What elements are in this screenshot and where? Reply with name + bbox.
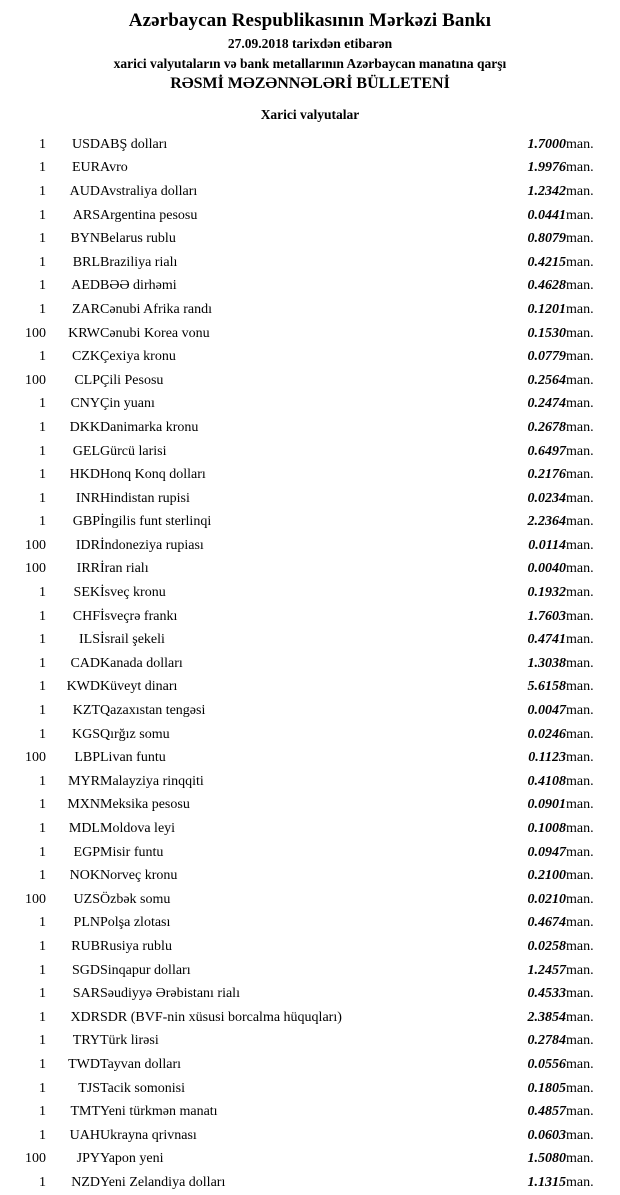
currency-quantity: 1 <box>39 797 46 813</box>
table-row <box>0 534 620 558</box>
currency-unit: man. <box>566 278 594 294</box>
currency-code: IRR <box>76 561 100 577</box>
currency-name: Danimarka kronu <box>100 419 199 435</box>
currency-code: PLN <box>73 915 100 931</box>
currency-quantity: 1 <box>39 349 46 365</box>
currency-name: Cənubi Korea vonu <box>100 325 210 341</box>
currency-quantity: 1 <box>39 915 46 931</box>
currency-name: Yapon yeni <box>100 1151 164 1167</box>
currency-code: KZT <box>72 703 100 719</box>
document-header <box>0 10 620 93</box>
table-row <box>0 770 620 794</box>
table-row <box>0 1148 620 1172</box>
table-row <box>0 652 620 676</box>
table-row <box>0 676 620 700</box>
currency-unit: man. <box>566 962 594 978</box>
currency-quantity: 1 <box>39 821 46 837</box>
currency-quantity: 1 <box>39 1056 46 1072</box>
currency-name: Sinqapur dolları <box>100 962 191 978</box>
currency-quantity: 100 <box>25 1151 46 1167</box>
currency-quantity: 1 <box>39 443 46 459</box>
table-row <box>0 463 620 487</box>
currency-rate: 0.4533 <box>527 986 566 1002</box>
currency-rate: 2.2364 <box>527 514 566 530</box>
currency-unit: man. <box>566 514 594 530</box>
currency-rate: 0.4857 <box>527 1104 566 1120</box>
currency-name: İran rialı <box>100 561 149 577</box>
currency-name: Yeni Zelandiya dolları <box>100 1174 226 1190</box>
currency-quantity: 1 <box>39 703 46 719</box>
currency-quantity: 1 <box>39 632 46 648</box>
currency-code: DKK <box>69 419 100 435</box>
currency-name: Norveç kronu <box>100 868 178 884</box>
currency-code: MXN <box>67 797 100 813</box>
currency-name: Qazaxıstan tengəsi <box>100 703 206 719</box>
currency-quantity: 100 <box>25 750 46 766</box>
bank-title: Azərbaycan Respublikasının Mərkəzi Bankı <box>128 10 492 31</box>
currency-name: ABŞ dolları <box>100 136 168 152</box>
currency-rates-body <box>0 133 620 1195</box>
currency-unit: man. <box>566 1080 594 1096</box>
currency-code: TJS <box>78 1080 100 1096</box>
bulletin-title: RƏSMİ MƏZƏNNƏLƏRİ BÜLLETENİ <box>170 75 450 92</box>
currency-name: Argentina pesosu <box>100 207 198 223</box>
currency-code: CAD <box>70 655 100 671</box>
currency-unit: man. <box>566 797 594 813</box>
currency-code: SEK <box>73 585 100 601</box>
table-row <box>0 581 620 605</box>
currency-code: NOK <box>69 868 100 884</box>
table-row <box>0 1006 620 1030</box>
currency-code: RUB <box>71 938 100 954</box>
document-subtitle: xarici valyutaların və bank metallarının Azərbaycan manatına qarşı <box>113 56 507 71</box>
table-row <box>0 935 620 959</box>
currency-rate: 1.5080 <box>527 1151 566 1167</box>
table-row <box>0 133 620 157</box>
currency-name: Səudiyyə Ərəbistanı rialı <box>100 986 240 1002</box>
table-row <box>0 440 620 464</box>
currency-code: LBP <box>74 750 100 766</box>
currency-quantity: 1 <box>39 1009 46 1025</box>
currency-rates-table <box>0 133 620 1195</box>
table-row <box>0 204 620 228</box>
table-row <box>0 251 620 275</box>
table-row <box>0 1124 620 1148</box>
currency-unit: man. <box>566 325 594 341</box>
currency-rate: 1.2457 <box>527 962 566 978</box>
currency-rate: 0.0040 <box>527 561 566 577</box>
currency-name: BƏƏ dirhəmi <box>100 278 177 294</box>
currency-quantity: 100 <box>25 372 46 388</box>
currency-rate: 0.4108 <box>527 773 566 789</box>
currency-name: Hindistan rupisi <box>100 490 190 506</box>
currency-unit: man. <box>566 986 594 1002</box>
currency-code: HKD <box>69 467 100 483</box>
currency-name: Tacik somonisi <box>100 1080 185 1096</box>
table-row <box>0 699 620 723</box>
currency-code: AED <box>71 278 100 294</box>
currency-code: UAH <box>69 1127 100 1143</box>
currency-code: JPY <box>76 1151 100 1167</box>
currency-quantity: 1 <box>39 868 46 884</box>
currency-code: EGP <box>73 844 100 860</box>
currency-rate: 0.2678 <box>527 419 566 435</box>
currency-unit: man. <box>566 773 594 789</box>
currency-code: BRL <box>72 254 100 270</box>
currency-unit: man. <box>566 938 594 954</box>
currency-quantity: 1 <box>39 938 46 954</box>
table-row <box>0 227 620 251</box>
currency-code: TMT <box>70 1104 100 1120</box>
currency-name: Misir funtu <box>100 844 164 860</box>
currency-code: GEL <box>72 443 100 459</box>
currency-name: İsrail şekeli <box>100 632 165 648</box>
currency-quantity: 1 <box>39 419 46 435</box>
currency-rate: 0.0947 <box>527 844 566 860</box>
currency-quantity: 1 <box>39 278 46 294</box>
currency-rate: 0.0441 <box>527 207 566 223</box>
currency-quantity: 1 <box>39 585 46 601</box>
currency-unit: man. <box>566 1104 594 1120</box>
currency-quantity: 1 <box>39 301 46 317</box>
currency-unit: man. <box>566 467 594 483</box>
table-row <box>0 1100 620 1124</box>
currency-rate: 0.1805 <box>527 1080 566 1096</box>
currency-unit: man. <box>566 207 594 223</box>
currency-quantity: 100 <box>25 537 46 553</box>
table-row <box>0 888 620 912</box>
currency-quantity: 1 <box>39 1080 46 1096</box>
currency-rate: 0.1123 <box>528 750 566 766</box>
currency-unit: man. <box>566 891 594 907</box>
currency-code: MDL <box>68 821 100 837</box>
currency-name: Qırğız somu <box>100 726 170 742</box>
table-row <box>0 864 620 888</box>
currency-code: TRY <box>72 1033 100 1049</box>
currency-rate: 0.0246 <box>527 726 566 742</box>
currency-unit: man. <box>566 160 594 176</box>
currency-unit: man. <box>566 868 594 884</box>
currency-rate: 0.2176 <box>527 467 566 483</box>
currency-quantity: 1 <box>39 490 46 506</box>
currency-rate: 1.1315 <box>527 1174 566 1190</box>
currency-code: ILS <box>79 632 100 648</box>
currency-unit: man. <box>566 372 594 388</box>
currency-quantity: 1 <box>39 1174 46 1190</box>
currency-rate: 0.1932 <box>527 585 566 601</box>
currency-unit: man. <box>566 183 594 199</box>
currency-unit: man. <box>566 655 594 671</box>
currency-code: TWD <box>68 1056 100 1072</box>
currency-name: Tayvan dolları <box>100 1056 182 1072</box>
currency-code: KRW <box>68 325 100 341</box>
currency-name: Küveyt dinarı <box>100 679 178 695</box>
currency-quantity: 1 <box>39 655 46 671</box>
currency-code: IDR <box>75 537 100 553</box>
currency-name: Polşa zlotası <box>100 915 171 931</box>
currency-unit: man. <box>566 419 594 435</box>
currency-quantity: 1 <box>39 844 46 860</box>
currency-name: İsveçrə frankı <box>100 608 178 624</box>
currency-rate: 1.2342 <box>527 183 566 199</box>
currency-unit: man. <box>566 349 594 365</box>
currency-unit: man. <box>566 679 594 695</box>
currency-quantity: 100 <box>25 561 46 577</box>
currency-name: Cənubi Afrika randı <box>100 301 212 317</box>
currency-name: Rusiya rublu <box>100 938 172 954</box>
table-row <box>0 1171 620 1195</box>
currency-rate: 1.9976 <box>527 160 566 176</box>
currency-rate: 0.1008 <box>527 821 566 837</box>
table-row <box>0 982 620 1006</box>
currency-name: Özbək somu <box>100 891 171 907</box>
table-row <box>0 1077 620 1101</box>
table-row <box>0 628 620 652</box>
currency-rate: 0.4215 <box>527 254 566 270</box>
currency-name: Moldova leyi <box>100 821 176 837</box>
currency-unit: man. <box>566 1033 594 1049</box>
currency-code: CZK <box>72 349 100 365</box>
currency-rate: 0.6497 <box>527 443 566 459</box>
currency-rate: 0.0779 <box>527 349 566 365</box>
currency-code: NZD <box>71 1174 100 1190</box>
currency-unit: man. <box>566 443 594 459</box>
currency-unit: man. <box>566 561 594 577</box>
currency-quantity: 1 <box>39 962 46 978</box>
currency-quantity: 1 <box>39 467 46 483</box>
table-row <box>0 912 620 936</box>
currency-code: USD <box>71 136 100 152</box>
currency-name: İngilis funt sterlinqi <box>100 514 212 530</box>
currency-name: Avro <box>100 160 128 176</box>
currency-code: AUD <box>69 183 100 199</box>
currency-rate: 1.7000 <box>527 136 566 152</box>
currency-name: Belarus rublu <box>100 231 176 247</box>
table-row <box>0 1030 620 1054</box>
table-row <box>0 275 620 299</box>
currency-name: Türk lirəsi <box>100 1033 159 1049</box>
currency-name: Yeni türkmən manatı <box>100 1104 218 1120</box>
currency-code: XDR <box>70 1009 100 1025</box>
currency-code: CHF <box>72 608 100 624</box>
table-row <box>0 511 620 535</box>
table-row <box>0 1053 620 1077</box>
table-row <box>0 298 620 322</box>
currency-unit: man. <box>566 703 594 719</box>
currency-name: Malayziya rinqqiti <box>100 773 204 789</box>
table-row <box>0 794 620 818</box>
table-row <box>0 558 620 582</box>
currency-name: Avstraliya dolları <box>100 183 198 199</box>
currency-quantity: 1 <box>39 726 46 742</box>
currency-unit: man. <box>566 537 594 553</box>
currency-code: UZS <box>73 891 100 907</box>
currency-code: KWD <box>66 679 100 695</box>
currency-name: Gürcü larisi <box>100 443 167 459</box>
table-row <box>0 487 620 511</box>
currency-unit: man. <box>566 301 594 317</box>
currency-unit: man. <box>566 396 594 412</box>
table-row <box>0 345 620 369</box>
currency-quantity: 1 <box>39 608 46 624</box>
currency-rate: 2.3854 <box>527 1009 566 1025</box>
currency-name: Honq Konq dolları <box>100 467 206 483</box>
currency-code: SGD <box>71 962 100 978</box>
currency-unit: man. <box>566 632 594 648</box>
table-row <box>0 369 620 393</box>
currency-name: Ukrayna qrivnası <box>100 1127 197 1143</box>
currency-unit: man. <box>566 136 594 152</box>
currency-code: ZAR <box>72 301 100 317</box>
currency-name: Çin yuanı <box>100 396 155 412</box>
currency-rate: 0.1201 <box>527 301 566 317</box>
currency-name: SDR (BVF-nin xüsusi borcalma hüquqları) <box>100 1009 342 1025</box>
section-title-foreign-currencies: Xarici valyutalar <box>260 107 360 122</box>
currency-unit: man. <box>566 585 594 601</box>
currency-rate: 0.8079 <box>527 231 566 247</box>
currency-unit: man. <box>566 254 594 270</box>
currency-unit: man. <box>566 608 594 624</box>
currency-name: Meksika pesosu <box>100 797 190 813</box>
table-row <box>0 157 620 181</box>
currency-unit: man. <box>566 1009 594 1025</box>
currency-name: İsveç kronu <box>100 585 166 601</box>
currency-rate: 5.6158 <box>527 679 566 695</box>
currency-unit: man. <box>566 490 594 506</box>
currency-unit: man. <box>566 1174 594 1190</box>
currency-unit: man. <box>566 1056 594 1072</box>
table-row <box>0 393 620 417</box>
currency-rate: 0.0114 <box>528 537 566 553</box>
table-row <box>0 746 620 770</box>
currency-rate: 0.4741 <box>527 632 566 648</box>
currency-code: CNY <box>70 396 100 412</box>
currency-rate: 0.2564 <box>527 372 566 388</box>
currency-code: MYR <box>68 773 100 789</box>
currency-name: Braziliya rialı <box>100 254 178 270</box>
currency-quantity: 1 <box>39 1033 46 1049</box>
currency-rate: 0.4628 <box>527 278 566 294</box>
currency-rate: 0.2100 <box>527 868 566 884</box>
currency-rate: 0.0234 <box>527 490 566 506</box>
currency-unit: man. <box>566 231 594 247</box>
table-row <box>0 723 620 747</box>
currency-rate: 0.4674 <box>527 915 566 931</box>
currency-quantity: 1 <box>39 1104 46 1120</box>
currency-quantity: 1 <box>39 396 46 412</box>
table-row <box>0 817 620 841</box>
currency-quantity: 1 <box>39 986 46 1002</box>
currency-name: Çexiya kronu <box>100 349 176 365</box>
currency-quantity: 1 <box>39 514 46 530</box>
currency-rate: 0.2474 <box>527 396 566 412</box>
currency-rate: 0.2784 <box>527 1033 566 1049</box>
currency-quantity: 100 <box>25 891 46 907</box>
currency-quantity: 1 <box>39 160 46 176</box>
currency-rate: 0.0603 <box>527 1127 566 1143</box>
currency-code: EUR <box>72 160 100 176</box>
currency-rate: 1.3038 <box>527 655 566 671</box>
currency-name: İndoneziya rupiası <box>100 537 204 553</box>
currency-code: INR <box>75 490 100 506</box>
currency-code: KGS <box>71 726 100 742</box>
currency-quantity: 1 <box>39 183 46 199</box>
currency-name: Kanada dolları <box>100 655 183 671</box>
currency-code: BYN <box>70 231 100 247</box>
currency-quantity: 1 <box>39 679 46 695</box>
currency-name: Livan funtu <box>100 750 166 766</box>
currency-unit: man. <box>566 1127 594 1143</box>
currency-rate: 0.0556 <box>527 1056 566 1072</box>
currency-unit: man. <box>566 726 594 742</box>
currency-unit: man. <box>566 844 594 860</box>
currency-unit: man. <box>566 821 594 837</box>
table-row <box>0 605 620 629</box>
currency-quantity: 100 <box>25 325 46 341</box>
currency-code: ARS <box>72 207 100 223</box>
table-row <box>0 841 620 865</box>
currency-rate: 0.0047 <box>527 703 566 719</box>
table-row <box>0 959 620 983</box>
currency-rate: 0.1530 <box>527 325 566 341</box>
currency-unit: man. <box>566 1151 594 1167</box>
currency-quantity: 1 <box>39 773 46 789</box>
table-row <box>0 322 620 346</box>
currency-code: GBP <box>72 514 100 530</box>
currency-quantity: 1 <box>39 254 46 270</box>
currency-rate: 1.7603 <box>527 608 566 624</box>
effective-date: 27.09.2018 tarixdən etibarən <box>227 36 393 51</box>
table-row <box>0 180 620 204</box>
table-row <box>0 416 620 440</box>
currency-quantity: 1 <box>39 207 46 223</box>
currency-quantity: 1 <box>39 231 46 247</box>
currency-code: CLP <box>74 372 100 388</box>
currency-code: SAR <box>72 986 100 1002</box>
currency-rate: 0.0258 <box>527 938 566 954</box>
currency-quantity: 1 <box>39 1127 46 1143</box>
currency-name: Çili Pesosu <box>100 372 164 388</box>
currency-unit: man. <box>566 915 594 931</box>
currency-rate: 0.0210 <box>527 891 566 907</box>
currency-rate: 0.0901 <box>527 797 566 813</box>
currency-unit: man. <box>566 750 594 766</box>
currency-quantity: 1 <box>39 136 46 152</box>
